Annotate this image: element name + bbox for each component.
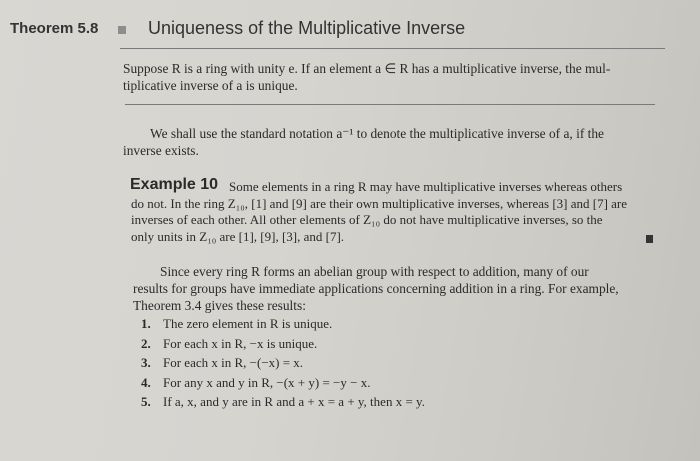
example-title: Example 10 [130, 176, 219, 193]
list-item [141, 314, 661, 334]
notation-note [123, 125, 658, 159]
list-item-number: 5. [141, 394, 151, 409]
example-line: inverses of each other. All other elements of Z₁₀ do not have multiplicative inverses, so the [131, 212, 603, 227]
theorem-number: Theorem 5.8 [10, 20, 99, 37]
list-item [141, 373, 661, 393]
example-line: do not. In the ring Z₁₀, [1] and [9] are their own multiplicative inverses, whereas [3] and [7] are [131, 195, 628, 211]
notation-note-line: inverse exists. [123, 143, 199, 158]
theorem-title: Uniqueness of the Multiplicative Inverse [148, 18, 466, 38]
example-line: only units in Z₁₀ are [1], [9], [3], and [7]. [131, 228, 345, 244]
results-list [141, 314, 661, 412]
theorem-statement-line: tiplicative inverse of a is unique. [123, 78, 298, 93]
list-item-text: If a, x, and y are in R and a + x = a + y, then x = y. [163, 394, 425, 409]
list-item-text: For any x and y in R, −(x + y) = −y − x. [163, 374, 371, 390]
theorem-statement [123, 60, 653, 94]
example-body [131, 179, 651, 245]
divider-top [120, 48, 665, 49]
list-item-text: For each x in R, −x is unique. [163, 335, 318, 351]
paragraph-line: Theorem 3.4 gives these results: [133, 298, 306, 313]
divider-bottom [125, 104, 655, 105]
addition-paragraph [133, 263, 653, 314]
list-item-number: 4. [141, 374, 151, 390]
list-item [141, 392, 661, 412]
list-item [141, 353, 661, 373]
theorem-marker-square [118, 26, 126, 34]
list-item-text: For each x in R, −(−x) = x. [163, 355, 304, 370]
paragraph-line: Since every ring R forms an abelian group with respect to addition, many of our [160, 264, 589, 279]
paragraph-line: results for groups have immediate applications concerning addition in a ring. For example, [133, 281, 619, 296]
example-end-marker [646, 235, 653, 243]
list-item-number: 2. [141, 335, 151, 351]
example-line: Some elements in a ring R may have multiplicative inverses whereas others [229, 179, 623, 194]
list-item-text: The zero element in R is unique. [163, 316, 333, 331]
theorem-statement-line: Suppose R is a ring with unity e. If an element a ∈ R has a multiplicative inverse, the mul- [123, 61, 611, 76]
list-item [141, 334, 661, 354]
list-item-number: 1. [141, 316, 151, 331]
list-item-number: 3. [141, 355, 151, 370]
notation-note-line: We shall use the standard notation a⁻¹ to denote the multiplicative inverse of a, if the [150, 126, 604, 141]
